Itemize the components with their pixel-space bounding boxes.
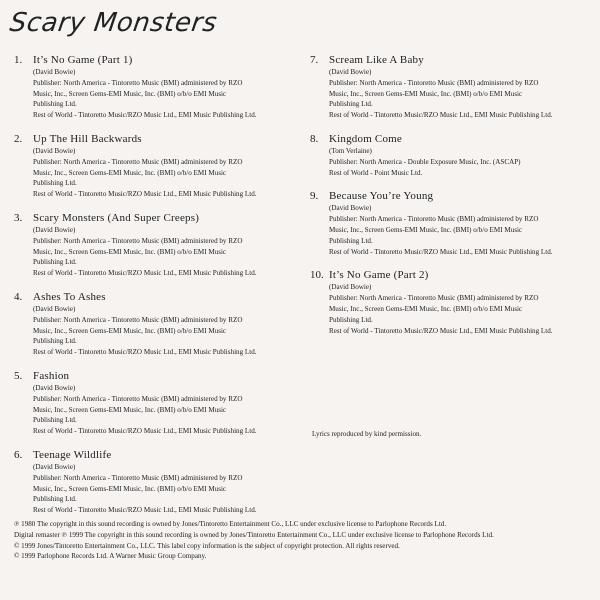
track-name: Ashes To Ashes	[33, 290, 106, 303]
track-entry	[14, 449, 284, 516]
track-name: Kingdom Come	[329, 132, 402, 145]
track-number: 4.	[14, 290, 23, 303]
track-number: 1.	[14, 54, 23, 66]
publisher-line: Publisher: North America - Tintoretto Music (BMI) administered by RZO	[33, 78, 243, 87]
publisher-line: Publisher: North America - Tintoretto Music (BMI) administered by RZO	[329, 78, 539, 87]
track-number: 8.	[310, 132, 319, 145]
rest-of-world-line: Rest of World - Tintoretto Music/RZO Music Ltd., EMI Music Publishing Ltd.	[33, 190, 257, 199]
track-number: 6.	[14, 448, 23, 461]
track-entry	[14, 291, 284, 358]
track-writer: (David Bowie)	[329, 204, 372, 213]
publisher-line: Publishing Ltd.	[33, 179, 77, 188]
publisher-line: Publisher: North America - Tintoretto Music (BMI) administered by RZO	[33, 473, 243, 482]
publisher-line: Publisher: North America - Tintoretto Music (BMI) administered by RZO	[33, 315, 243, 324]
track-writer: (David Bowie)	[329, 283, 372, 292]
rest-of-world-line: Rest of World - Tintoretto Music/RZO Music Ltd., EMI Music Publishing Ltd.	[33, 269, 257, 278]
track-entry	[310, 269, 590, 336]
track-entry	[310, 54, 590, 121]
publisher-line: Music, Inc., Screen Gems-EMI Music, Inc. (BMI) o/b/o EMI Music	[33, 89, 227, 98]
publisher-line: Publishing Ltd.	[329, 236, 373, 245]
track-writer: (David Bowie)	[33, 146, 76, 155]
track-number: 2.	[14, 132, 23, 145]
publisher-line: Publishing Ltd.	[33, 337, 77, 346]
publisher-line: Publisher: North America - Tintoretto Music (BMI) administered by RZO	[329, 294, 539, 303]
publisher-line: Music, Inc., Screen Gems-EMI Music, Inc. (BMI) o/b/o EMI Music	[33, 326, 227, 335]
track-writer: (David Bowie)	[33, 383, 76, 392]
track-entry	[14, 54, 284, 121]
track-writer: (David Bowie)	[33, 225, 76, 234]
track-name: Scary Monsters (And Super Creeps)	[33, 211, 200, 224]
track-writer: (David Bowie)	[33, 68, 76, 76]
track-number: 7.	[310, 54, 319, 66]
rest-of-world-line: Rest of World - Tintoretto Music/RZO Music Ltd., EMI Music Publishing Ltd.	[33, 506, 257, 515]
publisher-line: Publisher: North America - Double Exposure Music, Inc. (ASCAP)	[329, 157, 521, 166]
rest-of-world-line: Rest of World - Point Music Ltd.	[329, 168, 423, 177]
track-entry	[14, 370, 284, 437]
track-writer: (David Bowie)	[33, 462, 76, 471]
publisher-line: Publisher: North America - Tintoretto Music (BMI) administered by RZO	[33, 236, 243, 245]
track-name: Scream Like A Baby	[329, 54, 424, 66]
publisher-line: Publishing Ltd.	[329, 315, 373, 324]
track-entry	[14, 212, 284, 279]
rest-of-world-line: Rest of World - Tintoretto Music/RZO Music Ltd., EMI Music Publishing Ltd.	[329, 247, 553, 256]
track-entry	[14, 133, 284, 200]
lyrics-note: Lyrics reproduced by kind permission.	[312, 430, 422, 438]
legal-line: © 1999 Parlophone Records Ltd. A Warner Music Group Company.	[14, 552, 207, 561]
track-writer: (Tom Verlaine)	[329, 146, 372, 155]
track-name: Fashion	[33, 369, 70, 382]
publisher-line: Music, Inc., Screen Gems-EMI Music, Inc. (BMI) o/b/o EMI Music	[33, 484, 227, 493]
track-name: Teenage Wildlife	[33, 448, 112, 461]
track-writer: (David Bowie)	[329, 68, 372, 76]
rest-of-world-line: Rest of World - Tintoretto Music/RZO Music Ltd., EMI Music Publishing Ltd.	[329, 326, 553, 335]
publisher-line: Music, Inc., Screen Gems-EMI Music, Inc. (BMI) o/b/o EMI Music	[329, 89, 523, 98]
track-number: 10.	[310, 269, 324, 282]
publisher-line: Music, Inc., Screen Gems-EMI Music, Inc. (BMI) o/b/o EMI Music	[329, 304, 523, 313]
publisher-line: Music, Inc., Screen Gems-EMI Music, Inc. (BMI) o/b/o EMI Music	[33, 168, 227, 177]
publisher-line: Publishing Ltd.	[33, 416, 77, 425]
track-name: Up The Hill Backwards	[33, 132, 142, 145]
publisher-line: Publishing Ltd.	[33, 258, 77, 267]
track-column-right	[310, 54, 590, 348]
publisher-line: Music, Inc., Screen Gems-EMI Music, Inc. (BMI) o/b/o EMI Music	[33, 247, 227, 256]
publisher-line: Publisher: North America - Tintoretto Music (BMI) administered by RZO	[33, 394, 243, 403]
track-writer: (David Bowie)	[33, 304, 76, 313]
publisher-line: Publishing Ltd.	[329, 100, 373, 109]
track-number: 9.	[310, 190, 319, 203]
rest-of-world-line: Rest of World - Tintoretto Music/RZO Music Ltd., EMI Music Publishing Ltd.	[33, 427, 257, 436]
publisher-line: Publisher: North America - Tintoretto Music (BMI) administered by RZO	[329, 215, 539, 224]
track-number: 3.	[14, 211, 23, 224]
publisher-line: Publishing Ltd.	[33, 495, 77, 504]
rest-of-world-line: Rest of World - Tintoretto Music/RZO Music Ltd., EMI Music Publishing Ltd.	[329, 111, 553, 120]
publisher-line: Music, Inc., Screen Gems-EMI Music, Inc. (BMI) o/b/o EMI Music	[33, 405, 227, 414]
legal-line: Digital remaster ℗ 1999 The copyright in this sound recording is owned by Jones/Tintoretto Entertainment Co., LLC under exclusive license to Parlophone Records Ltd.	[14, 530, 494, 539]
track-entry	[310, 133, 590, 178]
legal-line: ℗ 1980 The copyright in this sound recording is owned by Jones/Tintoretto Entertainment Co., LLC under exclusive license to Parlophone Records Ltd.	[14, 520, 447, 528]
legal-notice	[14, 519, 594, 562]
rest-of-world-line: Rest of World - Tintoretto Music/RZO Music Ltd., EMI Music Publishing Ltd.	[33, 348, 257, 357]
legal-line: © 1999 Jones/Tintoretto Entertainment Co., LLC. This label copy information is the subject of copyright protection. All rights reserved.	[14, 541, 400, 550]
publisher-line: Music, Inc., Screen Gems-EMI Music, Inc. (BMI) o/b/o EMI Music	[329, 225, 523, 234]
publisher-line: Publishing Ltd.	[33, 100, 77, 109]
track-entry	[310, 190, 590, 257]
track-name: It’s No Game (Part 2)	[329, 269, 429, 282]
track-name: Because You’re Young	[329, 190, 434, 203]
rest-of-world-line: Rest of World - Tintoretto Music/RZO Music Ltd., EMI Music Publishing Ltd.	[33, 111, 257, 120]
album-title: Scary Monsters	[7, 8, 219, 38]
track-number: 5.	[14, 369, 23, 382]
track-name: It’s No Game (Part 1)	[33, 54, 133, 66]
publisher-line: Publisher: North America - Tintoretto Music (BMI) administered by RZO	[33, 157, 243, 166]
track-column-left	[14, 54, 284, 528]
